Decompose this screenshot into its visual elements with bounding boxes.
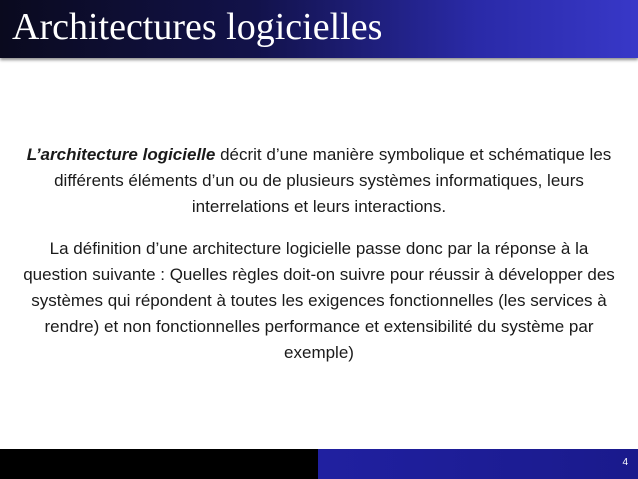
slide-content — [18, 142, 620, 366]
footer-bar — [0, 449, 638, 479]
footer-right-panel — [318, 449, 638, 479]
definition-paragraph — [18, 142, 620, 220]
definition-text: décrit d’une manière symbolique et schématique les différents éléments d’un ou de plusieurs systèmes informatiques, leurs interrelations et leurs interactions. — [54, 145, 612, 216]
footer-left-panel — [0, 449, 318, 479]
question-paragraph: La définition d’une architecture logicielle passe donc par la réponse à la question suivante : Quelles règles doit-on suivre pour réussir à développer des systèmes qui répondent à toutes les exigences fonctionnelles (les services à rendre) et non fonctionnelles performance et extensibilité du système par exemple) — [23, 239, 615, 362]
title-bar — [0, 0, 638, 58]
page-number: 4 — [622, 457, 628, 468]
defined-term: L’architecture logicielle — [26, 145, 216, 164]
slide-title: Architectures logicielles — [12, 6, 383, 48]
